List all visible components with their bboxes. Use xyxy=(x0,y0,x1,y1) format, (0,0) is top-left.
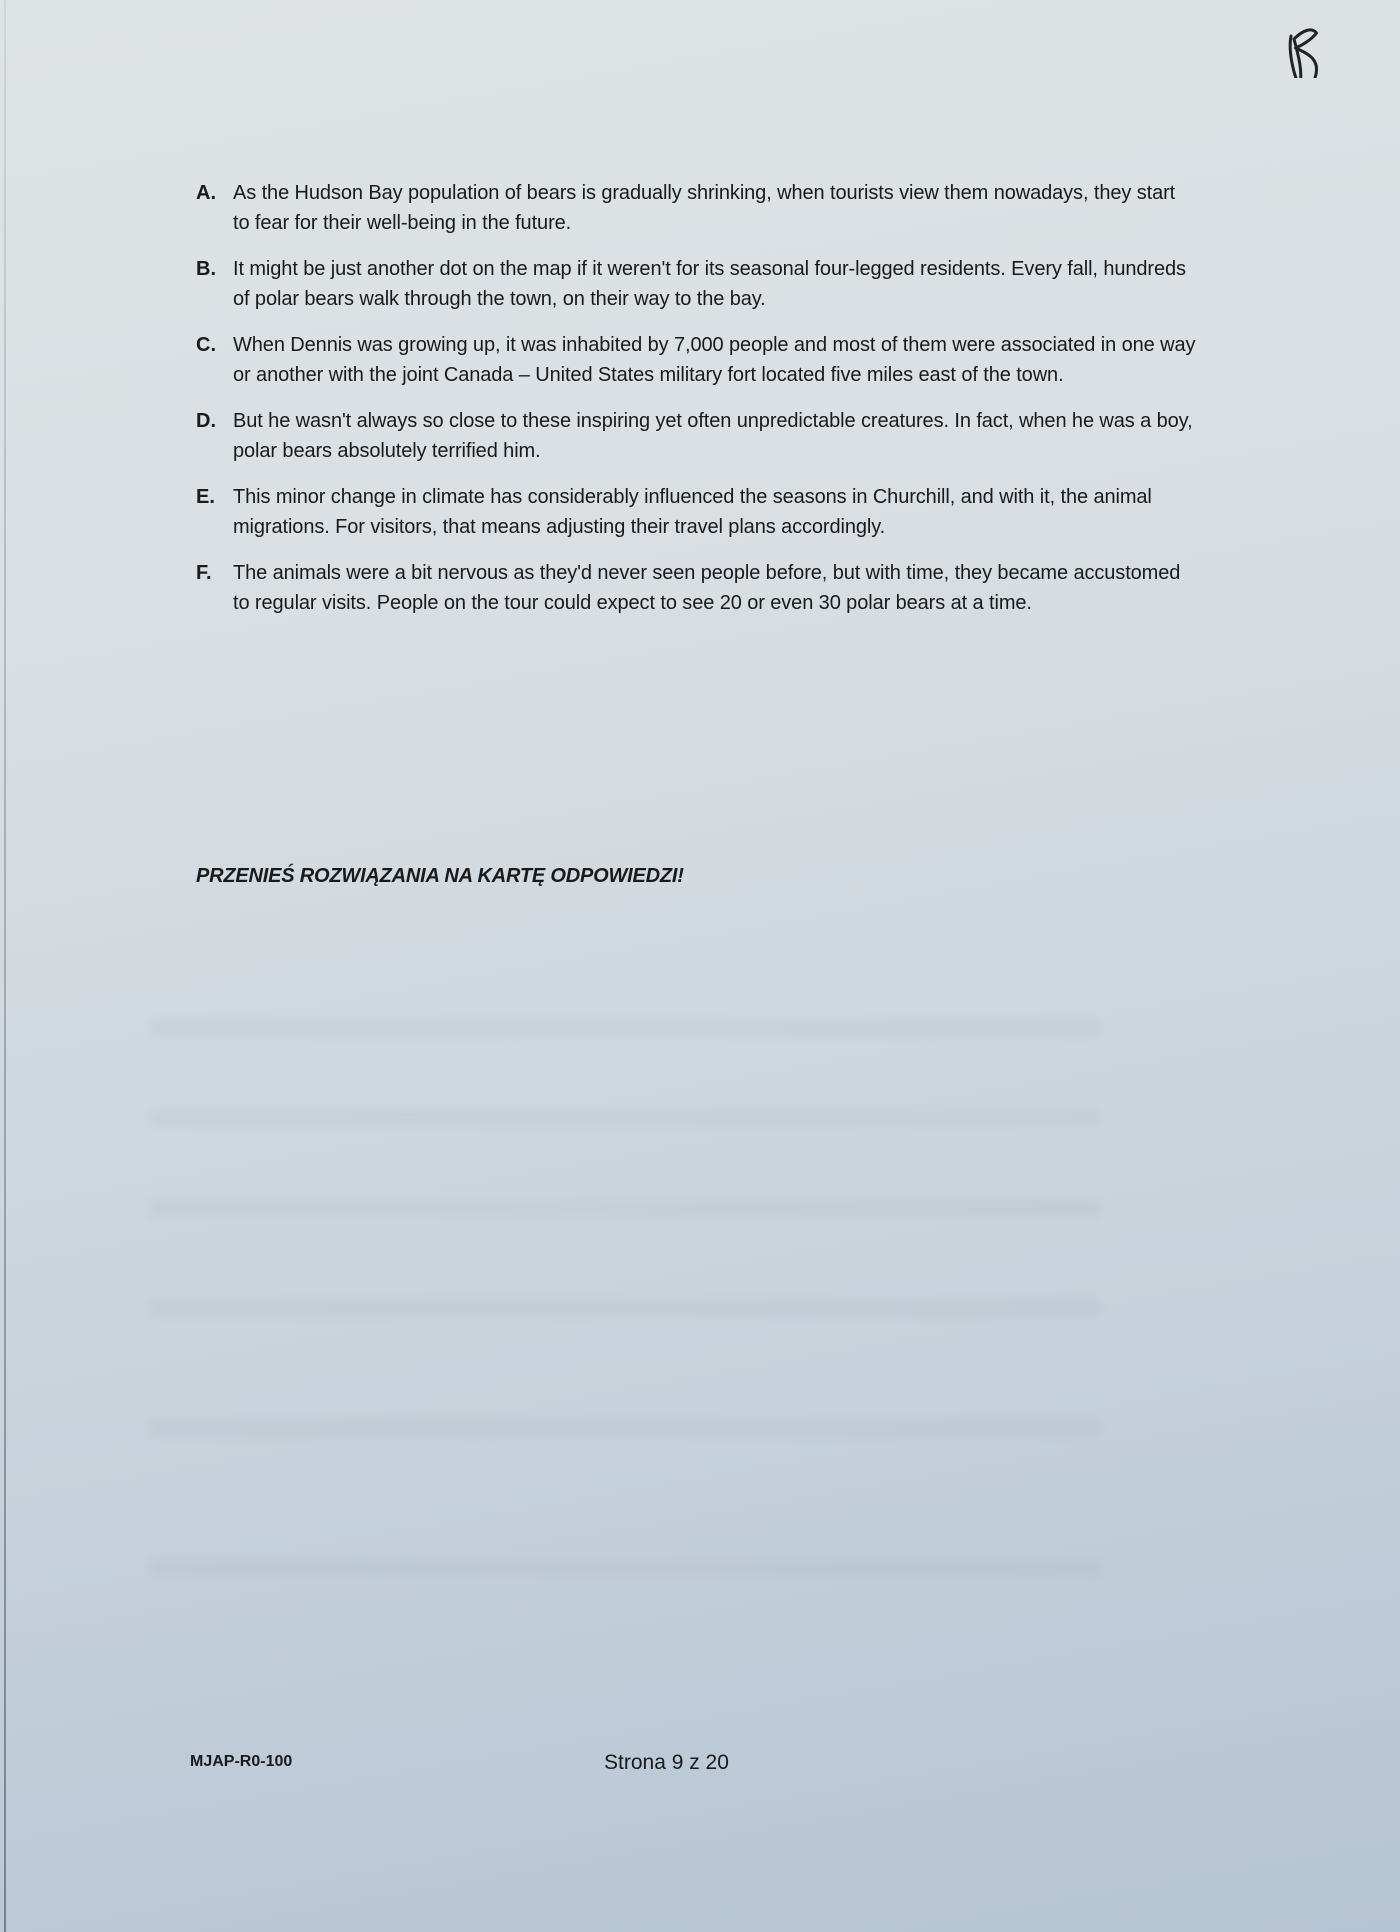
answer-options-list xyxy=(196,178,1196,634)
show-through-text xyxy=(150,1110,1100,1126)
svg-text:B: B xyxy=(1258,18,1260,19)
paper-edge xyxy=(4,0,6,1932)
option-b xyxy=(196,254,1196,314)
option-text: It might be just another dot on the map if it weren't for its seasonal four-legged residents. Every fall, hundreds of polar bears walk through the town, on their way to the bay. xyxy=(233,258,1186,310)
show-through-text xyxy=(150,1560,1100,1576)
option-letter: E. xyxy=(196,486,215,508)
option-letter: D. xyxy=(196,410,216,432)
option-letter: B. xyxy=(196,258,216,280)
option-letter: A. xyxy=(196,182,216,204)
option-d xyxy=(196,406,1196,466)
option-text: When Dennis was growing up, it was inhabited by 7,000 people and most of them were associated in one way or another with the joint Canada – United States military fort located five miles east of the town. xyxy=(233,334,1196,386)
option-a xyxy=(196,178,1196,238)
option-letter: C. xyxy=(196,334,216,356)
exam-code: MJAP-R0-100 xyxy=(190,1753,293,1770)
option-text: The animals were a bit nervous as they'd never seen people before, but with time, they became accustomed to regular visits. People on the tour could expect to see 20 or even 30 polar bears at a time. xyxy=(233,562,1181,614)
option-c xyxy=(196,330,1196,390)
option-e xyxy=(196,482,1196,542)
show-through-text xyxy=(150,1300,1100,1316)
show-through-text xyxy=(150,1200,1100,1216)
option-text: As the Hudson Bay population of bears is gradually shrinking, when tourists view them nowadays, they start to fear for their well-being in the future. xyxy=(233,182,1176,234)
option-text: But he wasn't always so close to these inspiring yet often unpredictable creatures. In fact, when he was a boy, polar bears absolutely terrified him. xyxy=(233,410,1193,462)
show-through-text xyxy=(150,1420,1100,1436)
page-number: Strona 9 z 20 xyxy=(604,1751,729,1774)
option-letter: F. xyxy=(196,562,212,584)
handwritten-b-mark xyxy=(1258,18,1348,78)
transfer-answers-instruction: PRZENIEŚ ROZWIĄZANIA NA KARTĘ ODPOWIEDZI! xyxy=(196,865,684,887)
show-through-text xyxy=(150,1020,1100,1036)
option-f xyxy=(196,558,1196,618)
option-text: This minor change in climate has considerably influenced the seasons in Churchill, and with it, the animal migrations. For visitors, that means adjusting their travel plans accordingly. xyxy=(233,486,1152,538)
